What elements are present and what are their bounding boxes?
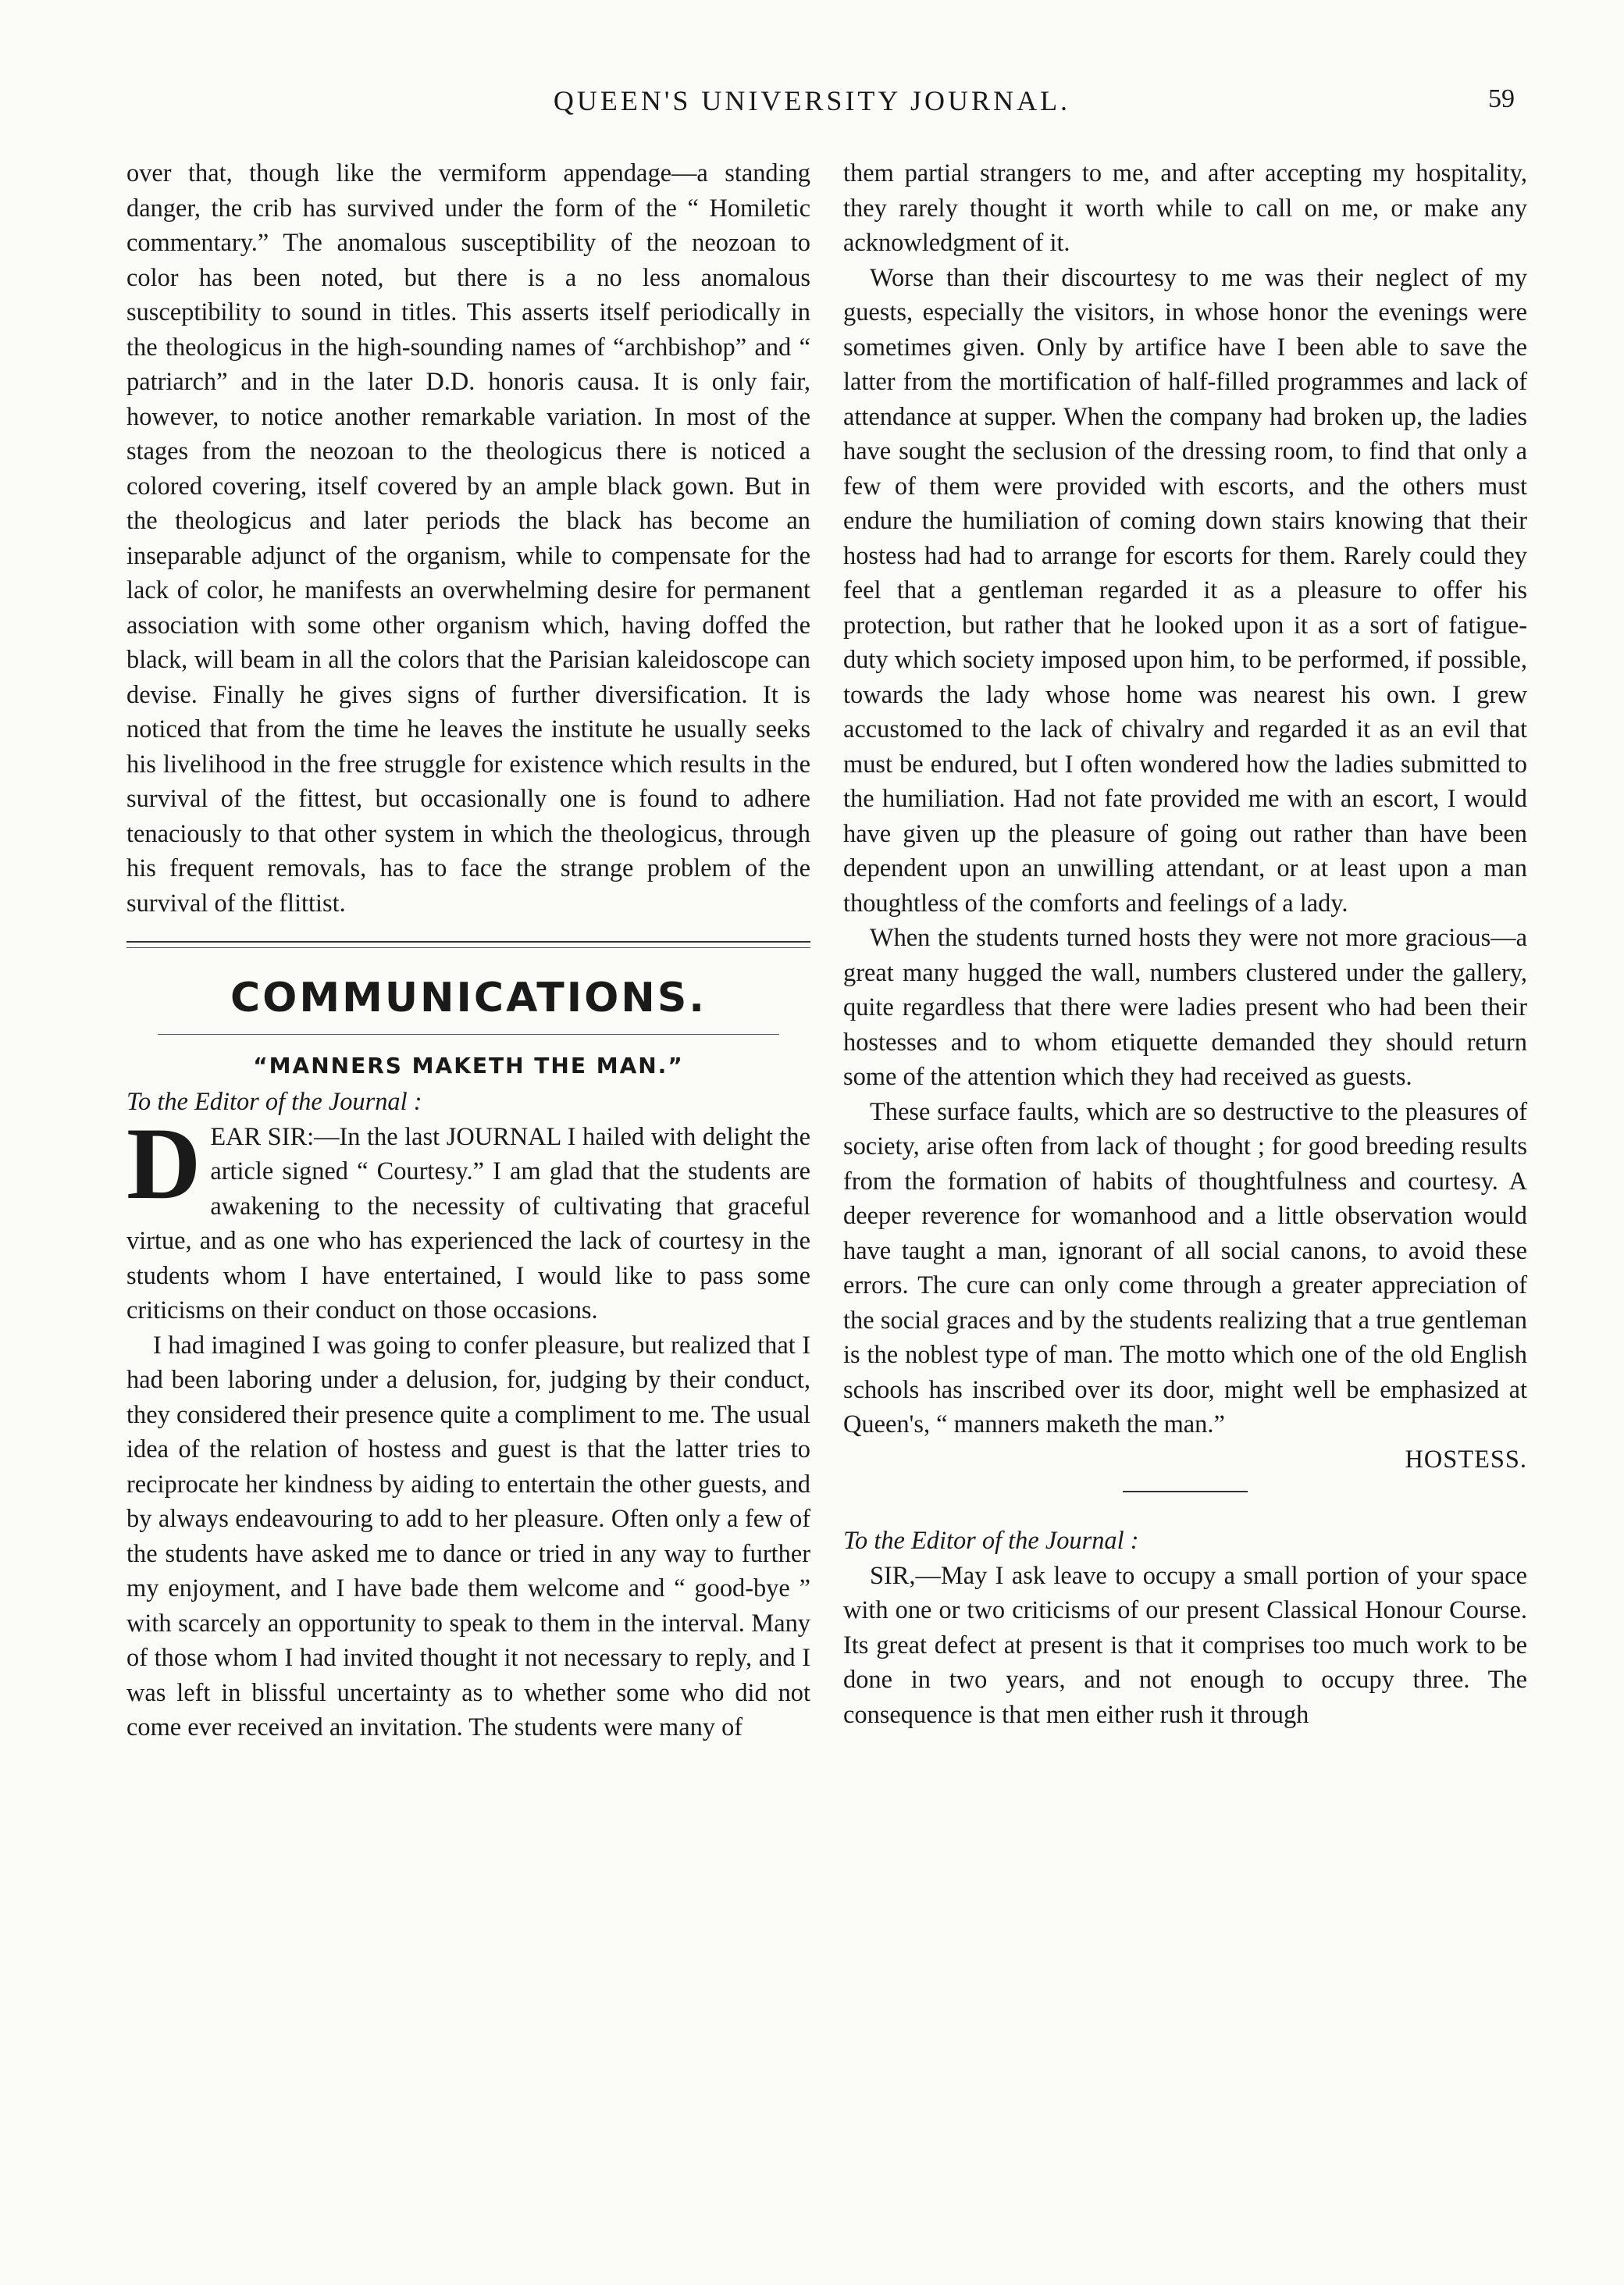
salutation: To the Editor of the Journal : [843,1527,1139,1555]
continued-article-text: over that, though like the vermiform appendage—a standing danger, the crib has survived under the form of the “ Homiletic commentary.” The anomalous susceptibility of the neozoan to color has been noted, but there is a no less anomalous susceptibility to sound in titles. This asserts itself periodically in the theologicus in the high-sounding names of “archbishop” and “ patriarch” and in the later D.D. honoris causa. It is only fair, however, to notice another remarkable variation. In most of the stages from the neozoan to the theologicus there is noticed a colored covering, itself covered by an ample black gown. But in the theologicus and later periods the black has become an inseparable adjunct of the organism, while to compensate for the lack of color, he manifests an overwhelming desire for permanent association with some other organism which, having doffed the black, will beam in all the colors that the Parisian kaleidoscope can devise. Finally he gives signs of further diversification. It is noticed that from the time he leaves the institute he usually seeks his livelihood in the free struggle for existence which results in the survival of the fittest, but occasionally one is found to adhere tenaciously to that other system in which the theologicus, through his frequent removals, has to face the strange problem of the survival of the flittist. [126,159,810,918]
left-column [126,156,810,1745]
drop-cap: D [126,1105,201,1221]
letter-paragraph: These surface faults, which are so destructive to the pleasures of society, arise often from lack of thought ; for good breeding results from the formation of habits of thoughtfulness and courtesy. A deeper reverence for womanhood and a little observation would have taught a man, ignorant of all social canons, to avoid these errors. The cure can only come through a greater appreciation of the social graces and by the students realizing that a true gentleman is the noblest type of man. The motto which one of the old English schools has inscribed over its door, might well be emphasized at Queen's, “ manners maketh the man.” [843,1097,1527,1438]
letter-paragraph-text: EAR SIR:—In the last JOURNAL I hailed with delight the article signed “ Courtesy.” I am glad that the students are awakening to the necessity of cultivating that graceful virtue, and as one who has experienced the lack of courtesy in the students whom I have entertained, I would like to pass some criticisms on their conduct on those occasions. [126,1122,810,1324]
letter-paragraph [126,1105,810,1328]
page-number: 59 [1488,84,1515,113]
letter-paragraph: them partial strangers to me, and after accepting my hospitality, they rarely thought it worth while to call on me, or make any acknowledgment of it. [843,159,1527,257]
right-column [843,156,1527,1732]
letter-paragraph: I had imagined I was going to confer pleasure, but realized that I had been laboring under a delusion, for, judging by their conduct, they considered their presence quite a compliment to me. The usual idea of the relation of hostess and guest is that the latter tries to reciprocate her kindness by aiding to entertain the other guests, and by always endeavouring to add to her pleasure. Often only a few of the students have asked me to dance or tried in any way to further my enjoyment, and I have bade them welcome and “ good-bye ” with scarcely an opportunity to speak to them in the interval. Many of those whom I had invited thought it not necessary to reply, and I was left in blissful uncertainty as to whether some who did not come ever received an invitation. The students were many of [126,1331,810,1741]
page-header [0,84,1624,123]
letter-paragraph: Worse than their discourtesy to me was their neglect of my guests, especially the visitors, in whose honor the evenings were sometimes given. Only by artifice have I been able to save the latter from the mortification of half-filled programmes and lack of attendance at supper. When the company had broken up, the ladies have sought the seclusion of the dressing room, to find that only a few of them were provided with escorts, and the others must endure the humiliation of coming down stairs knowing that their hostess had had to arrange for escorts for them. Rarely could they feel that a gentleman regarded it as a pleasure to offer his protection, but rather that he looked upon it as a sort of fatigue-duty which society imposed upon him, to be performed, if possible, towards the lady whose home was nearest his own. I grew accustomed to the lack of chivalry and regarded it as an evil that must be endured, but I often wondered how the ladies submitted to the humiliation. Had not fate provided me with an escort, I would have given up the pleasure of going out rather than have been dependent upon an unwilling attendant, or at least upon a man thoughtless of the comforts and feelings of a lady. [843,263,1527,918]
letter-paragraph: When the students turned hosts they were not more gracious—a great many hugged the wall, numbers clustered under the gallery, quite regardless that there were ladies present who had been their hostesses and to whom etiquette demanded they should return some of the attention which they had received as guests. [843,924,1527,1091]
running-title: QUEEN'S UNIVERSITY JOURNAL. [553,85,1071,116]
article-title: “MANNERS MAKETH THE MAN.” [253,1053,684,1078]
letter-divider [1123,1491,1248,1492]
title-underline [158,1034,779,1035]
section-divider [126,941,810,948]
letter-paragraph: SIR,—May I ask leave to occupy a small portion of your space with one or two criticisms of our present Classical Honour Course. Its great defect at present is that it comprises too much work to be done in two years, and not enough to occupy three. The consequence is that men either rush it through [843,1561,1527,1729]
salutation: To the Editor of the Journal : [126,1088,422,1116]
signature: HOSTESS. [1405,1445,1527,1474]
section-title: COMMUNICATIONS. [230,975,707,1021]
